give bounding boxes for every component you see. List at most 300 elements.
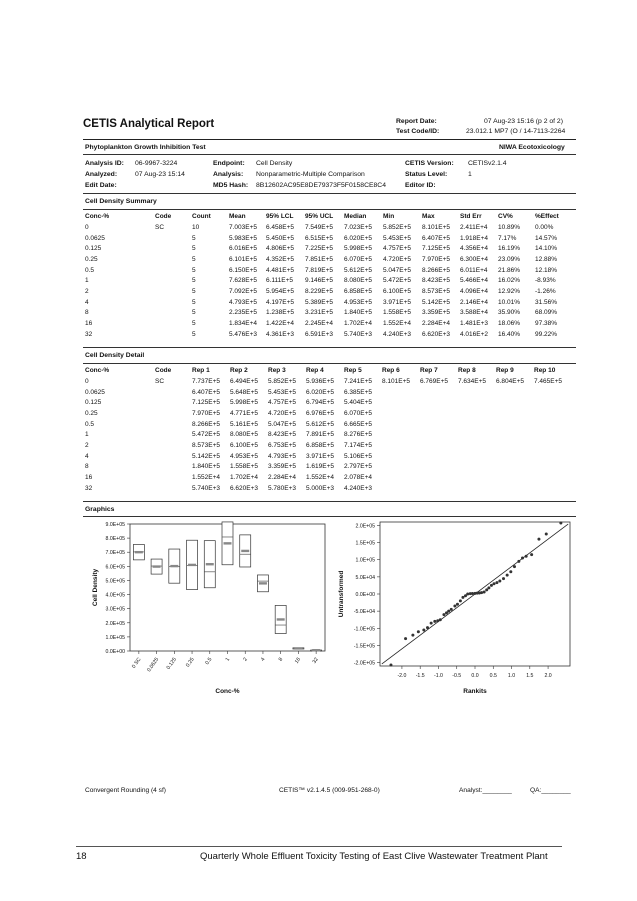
detail-cell: 8.101E+5 xyxy=(382,377,411,385)
status-level: 1 xyxy=(468,171,472,178)
analysis-label: Analysis: xyxy=(213,171,244,178)
detail-cell: 16 xyxy=(85,474,93,482)
x-tick-label: -0.5 xyxy=(452,673,462,679)
mean-marker xyxy=(170,565,178,567)
detail-cell xyxy=(534,440,577,451)
detail-col-header: Rep 6 xyxy=(382,367,400,374)
detail-row xyxy=(85,462,577,473)
summary-cell: 9.146E+5 xyxy=(305,277,334,285)
summary-cell: -1.26% xyxy=(535,287,556,295)
y-tick-label: 9.0E+05 xyxy=(105,522,125,528)
test-code-label: Test Code/ID: xyxy=(396,128,440,135)
y-tick-label: 4.0E+05 xyxy=(105,592,125,599)
summary-cell: 1.238E+5 xyxy=(266,309,295,317)
detail-cell: 5.648E+5 xyxy=(230,388,259,396)
summary-cell: 4.356E+4 xyxy=(460,245,489,253)
detail-cell: 6.494E+5 xyxy=(230,377,259,385)
detail-cell xyxy=(155,419,192,430)
detail-cell xyxy=(534,429,577,440)
detail-cell xyxy=(155,397,192,408)
detail-cell xyxy=(155,408,192,419)
x-tick-label: 1.0 xyxy=(507,673,516,679)
summary-cell: 5.954E+5 xyxy=(266,287,295,295)
detail-cell: 3.359E+5 xyxy=(268,463,297,471)
x-tick-label: -2.0 xyxy=(397,673,407,679)
detail-cell xyxy=(458,440,496,451)
data-point xyxy=(498,579,501,582)
summary-cell: 4.757E+5 xyxy=(383,245,412,253)
y-axis-label: Untransformed xyxy=(338,570,345,618)
data-point xyxy=(422,629,425,632)
summary-cell xyxy=(155,329,192,340)
y-tick-label: 3.0E+05 xyxy=(105,606,125,613)
data-point xyxy=(450,608,453,611)
summary-cell: 4.016E+2 xyxy=(460,330,489,338)
detail-cell xyxy=(458,387,496,398)
detail-row xyxy=(85,397,577,408)
data-point xyxy=(459,599,462,602)
summary-cell: 1 xyxy=(85,277,89,285)
y-tick-label: 5.0E+04 xyxy=(355,574,375,581)
summary-col-header: Conc-% xyxy=(85,213,110,220)
summary-cell xyxy=(155,286,192,297)
summary-cell: 14.10% xyxy=(535,245,558,253)
data-point xyxy=(495,581,498,584)
detail-cell xyxy=(534,387,577,398)
summary-cell: 6.070E+5 xyxy=(344,255,373,263)
graphics-divider xyxy=(83,516,576,517)
summary-cell: 4.352E+5 xyxy=(266,255,295,263)
summary-cell: 16.02% xyxy=(498,277,521,285)
summary-cell: 7.628E+5 xyxy=(229,277,258,285)
data-point xyxy=(509,570,512,573)
lab-name: NIWA Ecotoxicology xyxy=(499,144,565,151)
detail-cell xyxy=(420,462,458,473)
detail-cell xyxy=(420,408,458,419)
md5-hash: 8B12602AC95E8DE79373F5F0158CE8C4 xyxy=(256,182,386,189)
test-divider xyxy=(83,154,576,155)
summary-cell: 5.472E+5 xyxy=(383,277,412,285)
summary-col-header: 95% UCL xyxy=(305,213,334,220)
detail-cell: 0.0625 xyxy=(85,388,105,396)
summary-divider xyxy=(83,209,576,210)
y-tick-label: 0.0E+00 xyxy=(355,592,375,598)
summary-cell: 0.00% xyxy=(535,223,554,231)
x-tick-label: 0.5 xyxy=(489,673,497,679)
x-tick-label: 2 xyxy=(242,656,249,663)
detail-cell xyxy=(496,451,534,462)
summary-cell: 4.361E+3 xyxy=(266,330,295,338)
data-point xyxy=(389,664,392,667)
detail-title: Cell Density Detail xyxy=(85,352,145,359)
summary-cell: 5 xyxy=(192,330,196,338)
detail-cell xyxy=(534,483,577,494)
data-point xyxy=(485,588,488,591)
detail-cell xyxy=(458,429,496,440)
detail-cell: 8.266E+5 xyxy=(192,420,221,428)
detail-cell: 2.797E+5 xyxy=(344,463,373,471)
y-tick-label: -1.5E+05 xyxy=(353,643,375,650)
detail-cell: 4.953E+5 xyxy=(230,452,259,460)
detail-row xyxy=(85,440,577,451)
summary-row xyxy=(85,318,573,329)
data-point xyxy=(466,593,469,596)
x-tick-label: 0.0 xyxy=(471,673,479,679)
summary-cell: 1.918E+4 xyxy=(460,234,489,242)
detail-cell: 8.573E+5 xyxy=(192,441,221,449)
detail-cell: 4.757E+5 xyxy=(268,399,297,407)
summary-cell: 97.38% xyxy=(535,320,558,328)
cetis-version-label: CETIS Version: xyxy=(405,160,454,167)
mean-marker xyxy=(259,582,267,584)
detail-cell xyxy=(534,408,577,419)
summary-cell xyxy=(155,308,192,319)
summary-cell: 5 xyxy=(192,320,196,328)
detail-cell: 8 xyxy=(85,463,89,471)
summary-cell: 5 xyxy=(192,309,196,317)
summary-col-header: CV% xyxy=(498,213,513,220)
x-axis-label: Conc-% xyxy=(215,688,240,695)
detail-cell xyxy=(534,462,577,473)
summary-row xyxy=(85,308,573,319)
summary-cell: 5.389E+5 xyxy=(305,298,334,306)
summary-cell: 7.023E+5 xyxy=(344,223,373,231)
summary-cell: 5.740E+3 xyxy=(344,330,373,338)
detail-cell xyxy=(458,483,496,494)
detail-cell: 7.465E+5 xyxy=(534,377,563,385)
detail-cell: 4.240E+3 xyxy=(344,484,373,492)
x-tick-label: 2.0 xyxy=(544,673,552,679)
y-tick-label: 1.0E+05 xyxy=(355,557,375,564)
detail-cell xyxy=(155,387,192,398)
detail-cell: 7.241E+5 xyxy=(344,377,373,385)
x-tick-label: 32 xyxy=(311,656,320,665)
detail-cell: 5.472E+5 xyxy=(192,431,221,439)
summary-cell: 6.150E+5 xyxy=(229,266,258,274)
qa-field: QA:________ xyxy=(530,787,571,794)
detail-cell xyxy=(382,387,420,398)
detail-cell: 6.620E+3 xyxy=(230,484,259,492)
summary-cell: 4.720E+5 xyxy=(383,255,412,263)
summary-cell: 5.476E+3 xyxy=(229,330,258,338)
detail-cell xyxy=(420,440,458,451)
summary-cell: 10.89% xyxy=(498,223,521,231)
detail-cell xyxy=(496,397,534,408)
md5-label: MD5 Hash: xyxy=(213,182,249,189)
analysis-id-label: Analysis ID: xyxy=(85,160,124,167)
summary-cell: 8.573E+5 xyxy=(422,287,451,295)
x-tick-label: 1.5 xyxy=(526,673,534,679)
x-tick-label: -1.5 xyxy=(415,673,425,679)
detail-cell: 5.780E+3 xyxy=(268,484,297,492)
data-point xyxy=(404,637,407,640)
detail-cell: 2.284E+4 xyxy=(268,474,297,482)
detail-row xyxy=(85,408,577,419)
detail-row xyxy=(85,387,577,398)
detail-cell: 7.125E+5 xyxy=(192,399,221,407)
detail-cell: 8.080E+5 xyxy=(230,431,259,439)
page-footer-title: Quarterly Whole Effluent Toxicity Testing of East Clive Wastewater Treatment Plant xyxy=(200,851,548,862)
summary-cell: 1.702E+4 xyxy=(344,320,373,328)
summary-cell: 4.197E+5 xyxy=(266,298,295,306)
detail-cell: 7.970E+5 xyxy=(192,409,221,417)
detail-col-header: Rep 7 xyxy=(420,367,438,374)
summary-cell: 2 xyxy=(85,287,89,295)
detail-cell: 1 xyxy=(85,431,89,439)
detail-col-header: Rep 5 xyxy=(344,367,362,374)
detail-cell xyxy=(496,462,534,473)
detail-cell: 6.753E+5 xyxy=(268,441,297,449)
page-footer-divider xyxy=(76,846,562,847)
detail-cell: 5.453E+5 xyxy=(268,388,297,396)
summary-cell: 7.17% xyxy=(498,234,517,242)
detail-cell: 0.5 xyxy=(85,420,95,428)
software-version: CETIS™ v2.1.4.5 (009-951-268-0) xyxy=(279,787,380,794)
analysis-id: 06-9967-3224 xyxy=(135,160,178,167)
data-point xyxy=(436,619,439,622)
detail-cell xyxy=(155,440,192,451)
summary-cell: 6.111E+5 xyxy=(266,277,294,285)
y-tick-label: 7.0E+05 xyxy=(105,550,125,557)
qq-plot-chart xyxy=(335,518,580,703)
summary-col-header: Code xyxy=(155,213,172,220)
detail-cell xyxy=(382,472,420,483)
detail-cell: 6.858E+5 xyxy=(306,441,335,449)
detail-cell: 6.385E+5 xyxy=(344,388,373,396)
detail-row xyxy=(85,376,577,387)
detail-cell: 5.404E+5 xyxy=(344,399,373,407)
detail-cell xyxy=(420,483,458,494)
mean-marker xyxy=(277,618,285,620)
summary-row xyxy=(85,286,573,297)
summary-cell: 16.19% xyxy=(498,245,521,253)
summary-cell: 68.09% xyxy=(535,309,558,317)
report-date-label: Report Date: xyxy=(396,118,437,125)
data-point xyxy=(506,574,509,577)
detail-cell: 2 xyxy=(85,441,89,449)
summary-cell: 5 xyxy=(192,277,196,285)
detail-cell: 7.174E+5 xyxy=(344,441,373,449)
data-point xyxy=(493,582,496,585)
summary-cell: 0.25 xyxy=(85,255,98,263)
detail-cell: 7.634E+5 xyxy=(458,377,487,385)
report-date: 07 Aug-23 15:16 (p 2 of 2) xyxy=(484,118,563,125)
data-point xyxy=(417,630,420,633)
detail-cell: 6.976E+5 xyxy=(306,409,335,417)
summary-title: Cell Density Summary xyxy=(85,198,157,205)
data-point xyxy=(447,610,450,613)
detail-cell xyxy=(458,462,496,473)
summary-col-header: 95% LCL xyxy=(266,213,294,220)
detail-cell xyxy=(420,429,458,440)
summary-cell: 10 xyxy=(192,223,200,231)
detail-cell xyxy=(496,429,534,440)
summary-cell: 16.40% xyxy=(498,330,521,338)
summary-cell: 7.970E+5 xyxy=(422,255,451,263)
summary-row xyxy=(85,275,573,286)
summary-cell: 7.851E+5 xyxy=(305,255,334,263)
detail-cell: 5.740E+3 xyxy=(192,484,221,492)
detail-cell: 4 xyxy=(85,452,89,460)
header-divider xyxy=(83,139,576,140)
summary-row xyxy=(85,222,573,233)
data-point xyxy=(487,586,490,589)
data-point xyxy=(517,560,520,563)
summary-table xyxy=(85,211,573,340)
data-point xyxy=(537,538,540,541)
analyst-field: Analyst:________ xyxy=(459,787,512,794)
summary-cell: 8 xyxy=(85,309,89,317)
detail-cell: 5.106E+5 xyxy=(344,452,373,460)
summary-cell: 8.080E+5 xyxy=(344,277,373,285)
summary-cell: 6.011E+4 xyxy=(460,266,488,274)
summary-cell: 6.020E+5 xyxy=(344,234,373,242)
detail-cell xyxy=(458,472,496,483)
x-tick-label: 0.0625 xyxy=(146,656,161,674)
detail-cell: 0.25 xyxy=(85,409,98,417)
status-level-label: Status Level: xyxy=(405,171,448,178)
summary-cell: 7.819E+5 xyxy=(305,266,334,274)
detail-cell xyxy=(382,419,420,430)
summary-cell: 4.240E+3 xyxy=(383,330,412,338)
detail-cell xyxy=(534,397,577,408)
detail-cell: 4.793E+5 xyxy=(268,452,297,460)
data-point xyxy=(525,555,528,558)
y-tick-label: -5.0E+04 xyxy=(353,609,375,616)
summary-cell: 3.971E+5 xyxy=(383,298,412,306)
detail-cell xyxy=(496,483,534,494)
summary-cell: 4.806E+5 xyxy=(266,245,295,253)
summary-cell: 0 xyxy=(85,223,89,231)
summary-cell: 5 xyxy=(192,266,196,274)
detail-cell: 5.047E+5 xyxy=(268,420,297,428)
detail-row xyxy=(85,451,577,462)
data-point xyxy=(545,533,548,536)
detail-cell xyxy=(382,440,420,451)
detail-cell: 1.619E+5 xyxy=(306,463,335,471)
summary-cell: 5.852E+5 xyxy=(383,223,412,231)
mean-marker xyxy=(188,564,196,566)
rounding-note: Convergent Rounding (4 sf) xyxy=(85,787,167,794)
detail-col-header: Code xyxy=(155,367,172,374)
data-point xyxy=(530,553,533,556)
detail-col-header: Conc-% xyxy=(85,367,110,374)
y-tick-label: 6.0E+05 xyxy=(105,564,125,571)
summary-cell xyxy=(155,265,192,276)
data-point xyxy=(430,622,433,625)
summary-cell: -8.93% xyxy=(535,277,556,285)
x-tick-label: 1 xyxy=(224,656,232,663)
detail-cell xyxy=(458,397,496,408)
summary-row xyxy=(85,329,573,340)
summary-cell xyxy=(155,318,192,329)
detail-cell: 1.552E+4 xyxy=(306,474,335,482)
summary-cell: 6.620E+3 xyxy=(422,330,451,338)
detail-cell: 6.794E+5 xyxy=(306,399,335,407)
detail-cell xyxy=(382,483,420,494)
y-tick-label: 1.5E+05 xyxy=(355,540,375,547)
mean-marker xyxy=(206,563,214,565)
detail-cell xyxy=(534,419,577,430)
data-point xyxy=(456,603,459,606)
detail-col-header: Rep 8 xyxy=(458,367,476,374)
summary-cell: 8.423E+5 xyxy=(422,277,451,285)
detail-divider xyxy=(83,363,576,364)
detail-cell xyxy=(496,472,534,483)
detail-cell: 0 xyxy=(85,377,89,385)
mean-marker xyxy=(224,542,232,544)
summary-cell: 4.481E+5 xyxy=(266,266,295,274)
summary-row xyxy=(85,297,573,308)
detail-cell: 5.142E+5 xyxy=(192,452,221,460)
summary-cell: 7.225E+5 xyxy=(305,245,334,253)
data-point xyxy=(442,613,445,616)
y-tick-label: 1.0E+05 xyxy=(105,634,125,641)
summary-cell: 5.453E+5 xyxy=(383,234,412,242)
y-tick-label: -1.0E+05 xyxy=(353,626,375,633)
detail-cell xyxy=(496,419,534,430)
endpoint: Cell Density xyxy=(256,160,293,167)
detail-cell: 1.552E+4 xyxy=(192,474,221,482)
summary-cell: 5.466E+4 xyxy=(460,277,489,285)
detail-cell xyxy=(382,397,420,408)
data-point xyxy=(513,565,516,568)
summary-cell: 6.591E+3 xyxy=(305,330,334,338)
data-point xyxy=(461,596,464,599)
summary-cell: 3.231E+5 xyxy=(305,309,334,317)
detail-cell: 3.971E+5 xyxy=(306,452,335,460)
analysis-method: Nonparametric-Multiple Comparison xyxy=(256,171,365,178)
summary-cell: 3.588E+4 xyxy=(460,309,489,317)
detail-row xyxy=(85,483,577,494)
summary-col-header: Count xyxy=(192,213,211,220)
detail-cell: 6.804E+5 xyxy=(496,377,525,385)
detail-col-header: Rep 4 xyxy=(306,367,324,374)
detail-cell: 5.998E+5 xyxy=(230,399,259,407)
detail-col-header: Rep 10 xyxy=(534,367,556,374)
detail-cell: 6.100E+5 xyxy=(230,441,259,449)
mean-marker xyxy=(241,550,249,552)
summary-cell: 1.840E+5 xyxy=(344,309,373,317)
data-point xyxy=(439,618,442,621)
detail-cell xyxy=(155,462,192,473)
summary-cell: 7.092E+5 xyxy=(229,287,258,295)
meta-divider xyxy=(83,193,576,194)
detail-cell: 5.161E+5 xyxy=(230,420,259,428)
detail-cell: 5.612E+5 xyxy=(306,420,335,428)
detail-cell xyxy=(382,451,420,462)
summary-header-row xyxy=(85,211,573,222)
test-code: 23.012.1 MP7 (O / 14-7113-2264 xyxy=(466,128,566,135)
summary-col-header: Mean xyxy=(229,213,246,220)
detail-cell xyxy=(534,472,577,483)
summary-cell: 6.858E+5 xyxy=(344,287,373,295)
detail-cell xyxy=(382,429,420,440)
report-title: CETIS Analytical Report xyxy=(83,118,215,130)
y-tick-label: 5.0E+05 xyxy=(105,578,125,585)
data-point xyxy=(502,577,505,580)
detail-cell: 6.665E+5 xyxy=(344,420,373,428)
detail-row xyxy=(85,429,577,440)
mean-marker xyxy=(153,565,161,567)
detail-cell xyxy=(382,462,420,473)
summary-cell: 6.101E+5 xyxy=(229,255,258,263)
detail-cell xyxy=(420,397,458,408)
summary-cell: 6.016E+5 xyxy=(229,245,258,253)
summary-col-header: %Effect xyxy=(535,213,559,220)
y-tick-label: 2.0E+05 xyxy=(355,523,375,530)
summary-cell xyxy=(155,297,192,308)
